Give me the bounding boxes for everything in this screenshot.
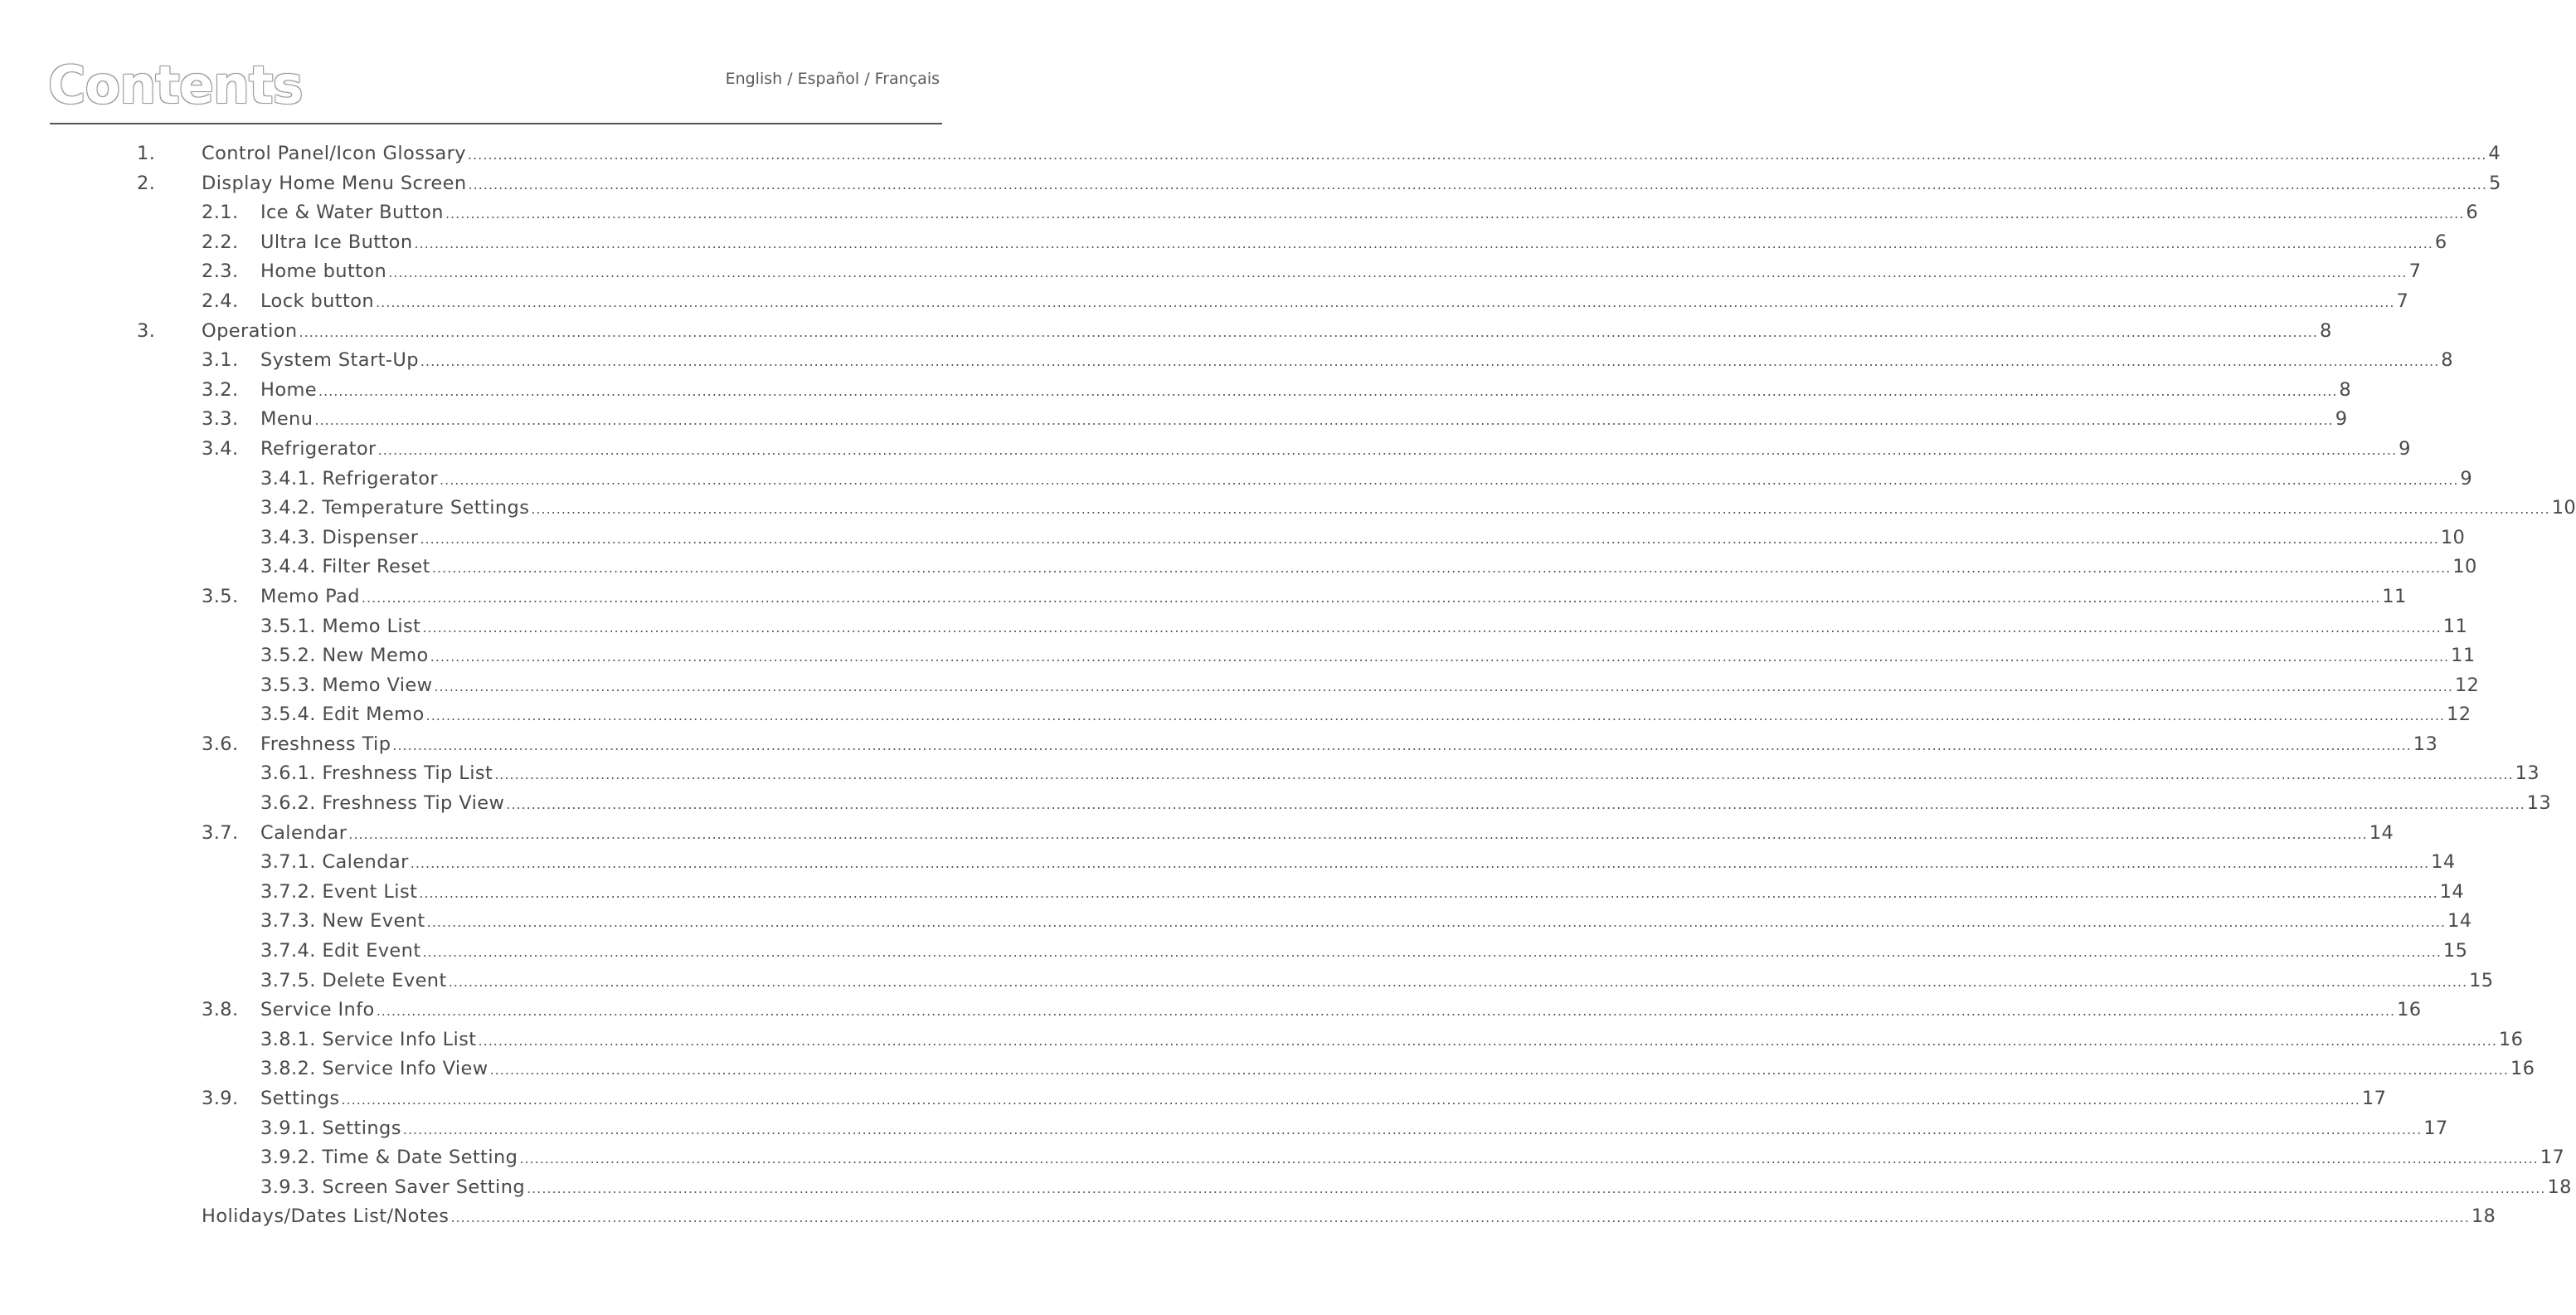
- toc-dot-leader: ................................................................................................................................................................................................................................................................................................................................................................................................................: [348, 826, 2368, 842]
- toc-entry-label: 3.9.2. Time & Date Setting: [260, 1147, 518, 1169]
- toc-entry-number: 2.4.: [202, 290, 239, 312]
- toc-entry[interactable]: [0, 202, 2479, 231]
- toc-entry-page: 15: [2469, 969, 2494, 991]
- toc-entry[interactable]: [0, 1088, 2387, 1118]
- toc-entry-page: 8: [2319, 319, 2332, 342]
- toc-entry-page: 17: [2361, 1088, 2387, 1109]
- toc-entry-number: 3.7.: [202, 821, 239, 844]
- toc-dot-leader: ................................................................................................................................................................................................................................................................................................................................................................................................................: [318, 382, 2338, 399]
- toc-entry-page: 15: [2442, 940, 2468, 962]
- toc-dot-leader: ................................................................................................................................................................................................................................................................................................................................................................................................................: [314, 412, 2334, 429]
- toc-dot-leader: ................................................................................................................................................................................................................................................................................................................................................................................................................: [431, 560, 2452, 577]
- toc-dot-leader: ................................................................................................................................................................................................................................................................................................................................................................................................................: [527, 1180, 2546, 1196]
- toc-dot-leader: ................................................................................................................................................................................................................................................................................................................................................................................................................: [402, 1121, 2423, 1137]
- toc-entry-page: 4: [2488, 143, 2501, 164]
- toc-dot-leader: ................................................................................................................................................................................................................................................................................................................................................................................................................: [410, 855, 2430, 872]
- toc-entry[interactable]: [0, 674, 2480, 704]
- toc-dot-leader: ................................................................................................................................................................................................................................................................................................................................................................................................................: [420, 353, 2440, 370]
- toc-entry-page: 13: [2413, 733, 2438, 755]
- toc-dot-leader: ................................................................................................................................................................................................................................................................................................................................................................................................................: [392, 737, 2412, 753]
- toc-entry-page: 16: [2498, 1028, 2524, 1050]
- toc-entry-label: Calendar: [260, 821, 348, 844]
- toc-entry[interactable]: [0, 143, 2501, 173]
- toc-entry-label: Ice & Water Button: [260, 202, 444, 224]
- toc-entry-number: 3.2.: [202, 378, 239, 401]
- toc-entry-number: 3.5.: [202, 585, 239, 607]
- toc-dot-leader: ................................................................................................................................................................................................................................................................................................................................................................................................................: [468, 176, 2487, 192]
- toc-dot-leader: ................................................................................................................................................................................................................................................................................................................................................................................................................: [425, 708, 2445, 724]
- toc-entry-page: 14: [2447, 910, 2472, 933]
- toc-entry-number: 3.8.: [202, 999, 239, 1021]
- toc-entry[interactable]: [0, 851, 2456, 881]
- toc-dot-leader: ................................................................................................................................................................................................................................................................................................................................................................................................................: [426, 914, 2447, 931]
- toc-entry[interactable]: [0, 378, 2352, 409]
- toc-entry-label: 3.8.1. Service Info List: [260, 1028, 477, 1050]
- toc-entry-label: Refrigerator: [260, 437, 377, 460]
- toc-entry[interactable]: [0, 1147, 2565, 1176]
- toc-entry-number: 3.: [137, 319, 156, 342]
- toc-entry-label: 3.8.2. Service Info View: [260, 1058, 488, 1080]
- toc-entry-page: 6: [2466, 202, 2479, 224]
- toc-dot-leader: ................................................................................................................................................................................................................................................................................................................................................................................................................: [361, 589, 2381, 606]
- toc-entry-number: 3.3.: [202, 408, 239, 431]
- page-title: Contents: [48, 55, 303, 115]
- toc-entry-page: 5: [2488, 172, 2501, 194]
- toc-entry-line: [260, 733, 2438, 755]
- toc-entry-line: [260, 704, 2472, 726]
- toc-entry[interactable]: [0, 1176, 2572, 1206]
- toc-entry[interactable]: [0, 940, 2468, 970]
- toc-entry[interactable]: [0, 408, 2348, 438]
- toc-entry-page: 17: [2540, 1147, 2565, 1169]
- toc-entry-label: 3.6.2. Freshness Tip View: [260, 792, 505, 815]
- toc-dot-leader: ................................................................................................................................................................................................................................................................................................................................................................................................................: [519, 1151, 2539, 1167]
- toc-entry-number: 1.: [137, 143, 156, 164]
- toc-entry-line: [260, 231, 2447, 253]
- toc-entry-label: Menu: [260, 408, 313, 431]
- toc-entry-page: 17: [2423, 1117, 2448, 1139]
- toc-entry-page: 12: [2447, 704, 2472, 726]
- toc-entry[interactable]: [0, 1117, 2448, 1147]
- toc-entry-line: [202, 1205, 2496, 1228]
- toc-dot-leader: ................................................................................................................................................................................................................................................................................................................................................................................................................: [506, 796, 2525, 813]
- toc-dot-leader: ................................................................................................................................................................................................................................................................................................................................................................................................................: [299, 324, 2318, 340]
- toc-entry-page: 18: [2471, 1205, 2496, 1228]
- toc-entry-label: 3.5.3. Memo View: [260, 674, 433, 696]
- toc-entry[interactable]: [0, 585, 2407, 616]
- toc-dot-leader: ................................................................................................................................................................................................................................................................................................................................................................................................................: [468, 147, 2487, 163]
- toc-entry-label: Freshness Tip: [260, 733, 391, 755]
- toc-entry-page: 14: [2439, 880, 2465, 903]
- toc-dot-leader: ................................................................................................................................................................................................................................................................................................................................................................................................................: [376, 1003, 2396, 1020]
- toc-dot-leader: ................................................................................................................................................................................................................................................................................................................................................................................................................: [430, 649, 2450, 665]
- toc-entry-line: [260, 1117, 2448, 1139]
- toc-entry-page: 16: [2510, 1058, 2535, 1080]
- toc-entry-label: Holidays/Dates List/Notes: [202, 1205, 450, 1228]
- toc-entry-page: 8: [2339, 378, 2352, 401]
- toc-entry-line: [260, 851, 2456, 874]
- toc-entry[interactable]: [0, 615, 2468, 645]
- toc-entry[interactable]: [0, 261, 2422, 290]
- toc-entry-line: [260, 1176, 2572, 1198]
- toc-entry[interactable]: [0, 1058, 2535, 1088]
- toc-dot-leader: ................................................................................................................................................................................................................................................................................................................................................................................................................: [420, 530, 2439, 547]
- toc-entry[interactable]: [0, 437, 2411, 468]
- toc-entry-page: 14: [2369, 821, 2394, 844]
- toc-entry-page: 10: [2551, 497, 2576, 519]
- toc-entry-page: 9: [2399, 437, 2411, 460]
- toc-entry-line: [260, 762, 2540, 785]
- toc-entry[interactable]: [0, 172, 2501, 202]
- table-of-contents: [0, 143, 2576, 1235]
- toc-entry-page: 10: [2440, 526, 2466, 548]
- toc-entry-page: 6: [2434, 231, 2447, 253]
- toc-entry-line: [260, 999, 2422, 1021]
- toc-entry-line: [260, 437, 2411, 460]
- toc-entry[interactable]: [0, 526, 2466, 557]
- language-indicator: English / Español / Français: [725, 70, 940, 88]
- toc-dot-leader: ................................................................................................................................................................................................................................................................................................................................................................................................................: [388, 265, 2408, 281]
- toc-dot-leader: ................................................................................................................................................................................................................................................................................................................................................................................................................: [434, 678, 2453, 694]
- toc-dot-leader: ................................................................................................................................................................................................................................................................................................................................................................................................................: [414, 235, 2433, 251]
- toc-entry[interactable]: [0, 910, 2472, 940]
- toc-entry-line: [260, 880, 2465, 903]
- toc-entry[interactable]: [0, 792, 2552, 822]
- toc-dot-leader: ................................................................................................................................................................................................................................................................................................................................................................................................................: [445, 206, 2465, 222]
- toc-entry-label: Home: [260, 378, 318, 401]
- toc-entry-number: 3.6.: [202, 733, 239, 755]
- toc-entry[interactable]: [0, 1205, 2496, 1235]
- toc-dot-leader: ................................................................................................................................................................................................................................................................................................................................................................................................................: [450, 1210, 2470, 1226]
- toc-dot-leader: ................................................................................................................................................................................................................................................................................................................................................................................................................: [376, 294, 2395, 310]
- toc-entry-line: [260, 202, 2479, 224]
- toc-entry-line: [260, 349, 2453, 372]
- toc-entry-line: [260, 1147, 2565, 1169]
- toc-entry-number: 2.2.: [202, 231, 239, 253]
- toc-entry-line: [202, 172, 2501, 194]
- toc-entry[interactable]: [0, 704, 2472, 733]
- toc-entry-page: 10: [2452, 556, 2477, 578]
- toc-entry[interactable]: [0, 319, 2332, 350]
- toc-entry-number: 2.1.: [202, 202, 239, 224]
- toc-entry-line: [260, 378, 2352, 401]
- toc-entry[interactable]: [0, 762, 2540, 792]
- toc-entry-label: 3.7.5. Delete Event: [260, 969, 447, 991]
- toc-entry[interactable]: [0, 733, 2438, 763]
- toc-entry-line: [260, 556, 2477, 578]
- toc-entry-line: [260, 1088, 2387, 1109]
- toc-entry-number: 3.4.: [202, 437, 239, 460]
- toc-entry-page: 16: [2397, 999, 2422, 1021]
- toc-entry-label: 3.9.1. Settings: [260, 1117, 401, 1139]
- toc-entry-label: Memo Pad: [260, 585, 360, 607]
- toc-entry-line: [260, 261, 2422, 283]
- toc-entry[interactable]: [0, 880, 2465, 911]
- toc-entry-number: 2.: [137, 172, 156, 194]
- toc-entry-label: 3.4.3. Dispenser: [260, 526, 419, 548]
- toc-dot-leader: ................................................................................................................................................................................................................................................................................................................................................................................................................: [341, 1092, 2360, 1108]
- toc-entry-label: Display Home Menu Screen: [202, 172, 467, 194]
- toc-entry-line: [260, 645, 2476, 667]
- toc-entry-page: 18: [2547, 1176, 2572, 1198]
- toc-entry-label: 3.5.1. Memo List: [260, 615, 421, 637]
- toc-entry[interactable]: [0, 999, 2422, 1029]
- toc-entry-label: 3.5.4. Edit Memo: [260, 704, 425, 726]
- toc-entry-label: 3.4.2. Temperature Settings: [260, 497, 530, 519]
- toc-entry-number: 3.1.: [202, 349, 239, 372]
- toc-entry-label: Control Panel/Icon Glossary: [202, 143, 466, 164]
- toc-dot-leader: ................................................................................................................................................................................................................................................................................................................................................................................................................: [440, 471, 2459, 488]
- toc-entry-number: 3.9.: [202, 1088, 239, 1109]
- toc-entry-label: 3.4.4. Filter Reset: [260, 556, 430, 578]
- toc-dot-leader: ................................................................................................................................................................................................................................................................................................................................................................................................................: [422, 944, 2442, 961]
- header-divider: [50, 123, 942, 124]
- toc-entry-label: Ultra Ice Button: [260, 231, 413, 253]
- toc-entry-line: [260, 497, 2576, 519]
- toc-entry[interactable]: [0, 231, 2447, 261]
- toc-entry-label: Lock button: [260, 290, 375, 312]
- toc-dot-leader: ................................................................................................................................................................................................................................................................................................................................................................................................................: [494, 767, 2514, 783]
- toc-entry[interactable]: [0, 467, 2473, 498]
- toc-entry-line: [260, 408, 2348, 431]
- toc-entry-page: 8: [2441, 349, 2453, 372]
- toc-entry-page: 7: [2396, 290, 2409, 312]
- toc-entry-line: [260, 792, 2552, 815]
- toc-entry-line: [260, 674, 2480, 696]
- toc-dot-leader: ................................................................................................................................................................................................................................................................................................................................................................................................................: [422, 619, 2442, 636]
- toc-entry[interactable]: [0, 497, 2576, 527]
- toc-entry-line: [202, 319, 2332, 342]
- toc-dot-leader: ................................................................................................................................................................................................................................................................................................................................................................................................................: [478, 1032, 2497, 1049]
- toc-entry[interactable]: [0, 1028, 2524, 1059]
- toc-entry-page: 12: [2454, 674, 2480, 696]
- toc-entry-number: 2.3.: [202, 261, 239, 283]
- toc-entry-page: 7: [2408, 261, 2422, 283]
- toc-entry-page: 9: [2460, 467, 2473, 489]
- toc-entry-line: [260, 940, 2468, 962]
- toc-entry-label: 3.6.1. Freshness Tip List: [260, 762, 493, 785]
- toc-entry-label: Home button: [260, 261, 387, 283]
- toc-entry-label: 3.7.3. New Event: [260, 910, 425, 933]
- toc-entry-line: [260, 585, 2407, 607]
- toc-entry-line: [260, 290, 2409, 312]
- toc-entry[interactable]: [0, 821, 2394, 852]
- toc-dot-leader: ................................................................................................................................................................................................................................................................................................................................................................................................................: [377, 441, 2398, 458]
- toc-entry-label: 3.5.2. New Memo: [260, 645, 429, 667]
- toc-entry-label: Service Info: [260, 999, 375, 1021]
- toc-entry-label: 3.7.2. Event List: [260, 880, 418, 903]
- toc-entry[interactable]: [0, 556, 2477, 586]
- toc-entry-page: 13: [2526, 792, 2552, 815]
- toc-entry-label: 3.4.1. Refrigerator: [260, 467, 439, 489]
- toc-entry-line: [202, 143, 2501, 164]
- toc-entry[interactable]: [0, 645, 2476, 675]
- toc-entry-page: 13: [2515, 762, 2540, 785]
- toc-entry-label: 3.7.4. Edit Event: [260, 940, 421, 962]
- toc-entry-page: 11: [2382, 585, 2407, 607]
- toc-entry-page: 11: [2442, 615, 2468, 637]
- toc-entry-page: 14: [2431, 851, 2456, 874]
- toc-dot-leader: ................................................................................................................................................................................................................................................................................................................................................................................................................: [448, 973, 2468, 990]
- toc-entry-label: Settings: [260, 1088, 340, 1109]
- toc-entry-label: Operation: [202, 319, 298, 342]
- toc-entry-line: [260, 1058, 2535, 1080]
- toc-entry-page: 11: [2451, 645, 2476, 667]
- toc-entry-label: 3.7.1. Calendar: [260, 851, 409, 874]
- toc-dot-leader: ................................................................................................................................................................................................................................................................................................................................................................................................................: [489, 1062, 2509, 1079]
- toc-dot-leader: ................................................................................................................................................................................................................................................................................................................................................................................................................: [531, 501, 2550, 518]
- toc-entry[interactable]: [0, 290, 2409, 320]
- toc-entry-line: [260, 969, 2494, 991]
- toc-entry-line: [260, 526, 2466, 548]
- toc-entry-line: [260, 467, 2473, 489]
- toc-entry-line: [260, 821, 2394, 844]
- toc-entry-line: [260, 1028, 2524, 1050]
- toc-dot-leader: ................................................................................................................................................................................................................................................................................................................................................................................................................: [419, 884, 2438, 901]
- toc-entry[interactable]: [0, 969, 2494, 1000]
- toc-entry-line: [260, 615, 2468, 637]
- toc-entry-page: 9: [2335, 408, 2348, 431]
- toc-entry-label: 3.9.3. Screen Saver Setting: [260, 1176, 526, 1198]
- toc-entry-line: [260, 910, 2472, 933]
- toc-entry-label: System Start-Up: [260, 349, 419, 372]
- toc-entry[interactable]: [0, 349, 2453, 379]
